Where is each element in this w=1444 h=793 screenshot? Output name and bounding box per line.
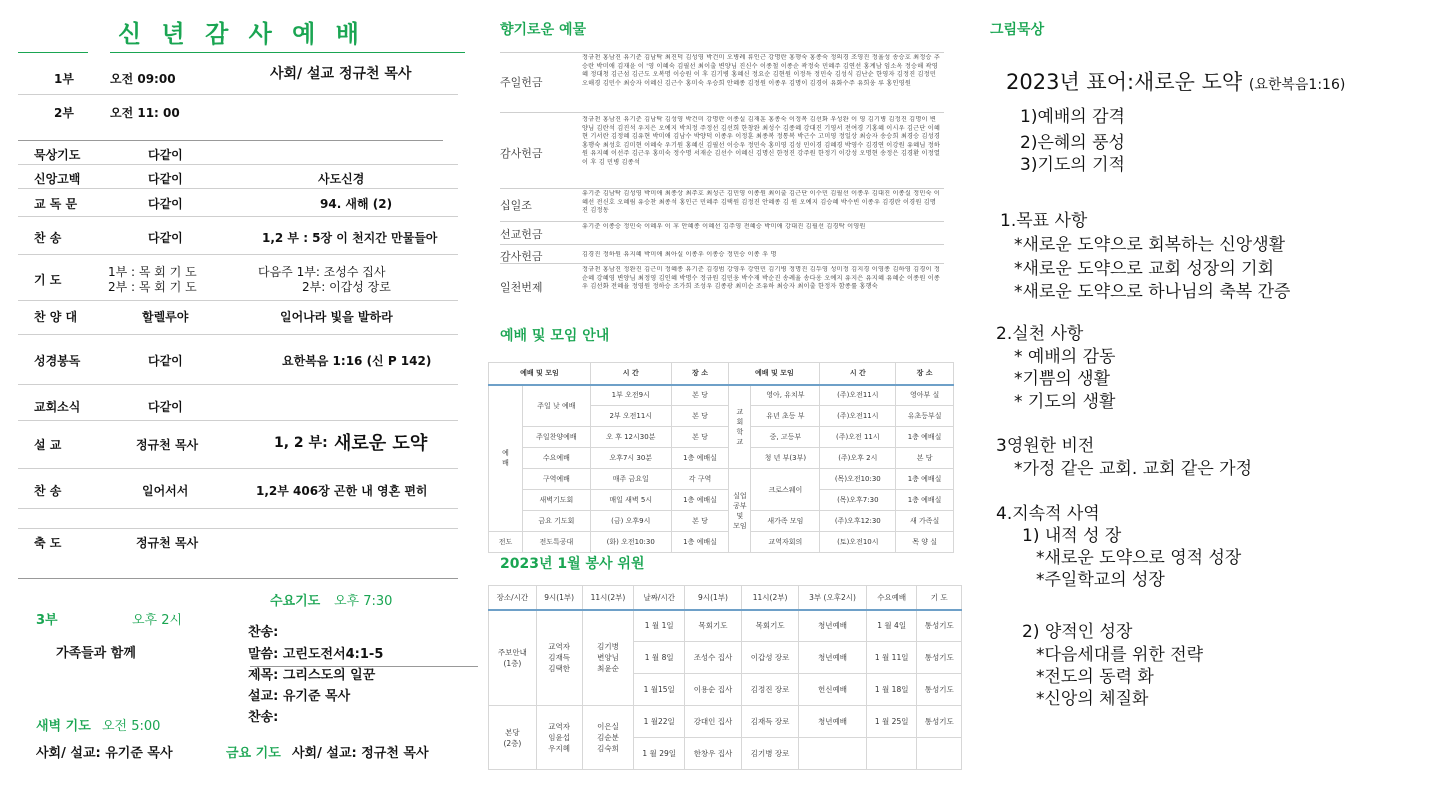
vision-line: 3영원한 비전	[996, 436, 1095, 456]
vision-line: *주일학교의 성장	[1036, 570, 1165, 590]
offering-names: 유기준 이종승 정민숙 이혜우 이 후 안혜종 이혜선 김주영 전혜승 박미애 강대진 김필선 김경탁 이영원	[582, 223, 866, 230]
schedule-table	[488, 362, 954, 553]
offering-title: 향기로운 예물	[500, 22, 587, 38]
offering-names: 김경진 정하원 유지혜 박미애 최아실 이종우 이종승 정민승 이종 우 명	[582, 251, 777, 258]
col-header: 9시(1부)	[684, 586, 741, 610]
col-header: 11시(2부)	[582, 586, 634, 610]
offering-names: 정규천 홍남진 유기준 김남탁 최진덕 김성영 박건미 오병례 류인근 강명란 홍행숙 홍종숙 정의경 조영진 정율성 송승호 최정승 추승란 박미애 김재윤 이 '영 이혜숙 김필선 최이출 변양님 진신수 이종철 이종순 곽정숙 민혜주 김연선 홍계남 임소옥 정승해 곽영혜 정대청 김근섬 김근도 오복명 이승원 이 후 김기병 홍혜신 정요순 김현원 이정득 정민숙 김성식 김난순 한영자 김정진 김정민 오해경 김민수 최승자 이혜신 김근수 홍미숙 우승희 안혜종 김정원 이종우 김명이 김경이 유화수주 유희웅 루 홍인영원	[582, 54, 941, 87]
col-header: 예배 및 모임	[729, 363, 820, 385]
table-row: 1 월15일 이용순 집사 김정진 장로 헌신예배 1 월 18일 통성기도	[489, 674, 962, 706]
col-header: 3부 (오후2시)	[799, 586, 867, 610]
wednesday-line: 찬송:	[248, 710, 279, 725]
vision-line: *새로운 도약으로 영적 성장	[1036, 548, 1242, 568]
table-row: 2부 오전11시 본 당 유년 초등 부 (주)오전11시 유초등부실	[489, 406, 954, 427]
third-service-time: 오후 2시	[132, 613, 183, 628]
col-header: 시 간	[590, 363, 671, 385]
col-header: 장 소	[896, 363, 954, 385]
motto: 2023년 표어:새로운 도약 (요한복음1:16)	[1006, 70, 1346, 94]
dawn-title: 새벽 기도	[36, 719, 91, 734]
offering-names: 유기준 김남탁 김성영 박미애 최종상 최주호 최성근 김민영 이종원 최이출 김근단 이수민 김필선 이종우 김대진 이종실 정민숙 이혜선 전신호 오혜림 유승찬 최종석 홍인근 민혜주 김택원 김정진 안혜종 김 원 오예지 김승혜 박수빈 이종우 김경란 이경원 김명진 김정동	[582, 190, 941, 215]
col-header: 기 도	[917, 586, 962, 610]
col-header: 9시(1부)	[536, 586, 582, 610]
duty-table	[488, 585, 962, 770]
offering-label: 감사헌금	[500, 147, 543, 160]
vision-line: * 기도의 생활	[1014, 392, 1116, 412]
vision-line: 1) 내적 성 장	[1022, 526, 1122, 546]
col-header: 11시(2부)	[742, 586, 799, 610]
col-header: 시 간	[820, 363, 896, 385]
table-row: 예 배 주일 낮 예배 1부 오전9시 본 당 교 회 학 교 영아, 유치부 (주)오전11시 영아부 실	[489, 385, 954, 406]
vision-line: *신앙의 체질화	[1036, 689, 1149, 709]
vision-line: *다음세대를 위한 전략	[1036, 645, 1204, 665]
offering-label: 주일헌금	[500, 76, 543, 89]
table-row: 금요 기도회 (금) 오후9시 본 당 새가족 모임 (주)오후12:30 새 가족실	[489, 511, 954, 532]
col-header: 날짜/시간	[634, 586, 685, 610]
table-row: 구역예배 매주 금요일 각 구역 실업 공부 및 모임 크로스웨이 (목)오전10:30 1층 예배실	[489, 469, 954, 490]
offering-label: 감사헌금	[500, 250, 543, 263]
friday-leader: 사회/ 설교: 정규천 목사	[292, 746, 429, 761]
col-header: 장소/시간	[489, 586, 537, 610]
offering-label: 선교헌금	[500, 228, 543, 241]
vision-line: 1.목표 사항	[1000, 211, 1088, 231]
offering-label: 일천번제	[500, 281, 543, 294]
table-row: 새벽기도회 매일 새벽 5시 1층 예배실 (목)오후7:30 1층 예배실	[489, 490, 954, 511]
table-row: 주일찬양예배 오 후 12시30분 본 당 중, 고등부 (주)오전 11시 1층 예배실	[489, 427, 954, 448]
wednesday-title: 수요기도	[270, 594, 321, 609]
third-service-desc: 가족들과 함께	[56, 646, 136, 661]
duty-title: 2023년 1월 봉사 위원	[500, 556, 645, 572]
offering-label: 십일조	[500, 199, 532, 212]
table-row: 수요예배 오후7시 30분 1층 예배실 청 년 부(3부) (주)오후 2시 본 당	[489, 448, 954, 469]
col-header: 수요예배	[866, 586, 917, 610]
table-row: 본당 (2층) 교역자 임윤섭 우지혜 이은실 김순분 김숙희 1 월22일 강대인 집사 김재득 장로 청년예배 1 월 25일 통성기도	[489, 706, 962, 738]
vision-line: *새로운 도약으로 하나님의 축복 간증	[1014, 282, 1291, 302]
vision-line: *가정 같은 교회. 교회 같은 가정	[1014, 459, 1252, 479]
col-header: 예배 및 모임	[489, 363, 591, 385]
offering-names: 정규천 홍남진 정완진 김근미 정혜종 유기준 김경범 강영우 강연민 김기병 정명진 김두영 성미정 김지경 이영종 김하영 김경이 정순혜 강혜영 변양님 최정영 김인혜 박명수 정규원 김민웅 박수재 박순진 송례율 송다옹 오예지 유지은 유지혜 유혜순 이종원 이종우 김선화 전혜율 정영원 정하승 조가희 조성우 김종광 최미순 조유하 최승자 최이출 한정자 함종률 홍행숙	[582, 266, 941, 291]
wednesday-time: 오후 7:30	[334, 594, 393, 609]
vision-line: 2)은혜의 풍성	[1020, 133, 1125, 153]
dawn-leader: 사회/ 설교: 유기준 목사	[36, 746, 173, 761]
meeting-title: 예배 및 모임 안내	[500, 328, 610, 344]
vision-line: 3)기도의 기적	[1020, 155, 1125, 175]
wednesday-line: 말씀: 고린도전서4:1-5	[248, 647, 384, 662]
wednesday-line: 제목: 그리스도의 일꾼	[248, 668, 376, 683]
col-header: 장 소	[671, 363, 729, 385]
service-title: 신 년 감 사 예 배	[118, 20, 365, 48]
vision-line: *기쁨의 생활	[1014, 369, 1111, 389]
vision-line: *새로운 도약으로 회복하는 신앙생활	[1014, 235, 1286, 255]
wednesday-line: 설교: 유기준 목사	[248, 689, 351, 704]
vision-line: 1)예배의 감격	[1020, 107, 1125, 127]
vision-line: 2.실천 사항	[996, 324, 1084, 344]
table-row: 주보안내 (1층) 교역자 김재득 김택한 김기병 변양님 최윤순 1 월 1일 목회기도 목회기도 청년예배 1 월 4일 통성기도	[489, 610, 962, 642]
vision-line: 2) 양적인 성장	[1022, 622, 1133, 642]
vision-line: 4.지속적 사역	[996, 504, 1100, 524]
vision-line: *전도의 동력 화	[1036, 667, 1154, 687]
vision-line: *새로운 도약으로 교회 성장의 기회	[1014, 259, 1275, 279]
friday-title: 금요 기도	[226, 746, 281, 761]
third-service-label: 3부	[36, 613, 58, 628]
vision-line: * 예배의 감동	[1014, 347, 1116, 367]
dawn-time: 오전 5:00	[102, 719, 161, 734]
table-row: 1 월 29일 한창우 집사 김기병 장로	[489, 738, 962, 770]
meditation-title: 그림묵상	[990, 22, 1045, 38]
wednesday-line: 찬송:	[248, 625, 279, 640]
table-row: 전도 전도특공대 (화) 오전10:30 1층 예배실 교역자회의 (토)오전10시 목 양 실	[489, 532, 954, 553]
offering-names: 정규천 홍남진 유기준 김남탁 김성영 박건미 강명란 이종실 김재훈 홍종숙 이정복 김선화 우성완 이 영 김기병 김정진 김명이 변양님 김란석 김진석 우지은 오예지 박치정 주정선 김선희 한창완 최성수 김종혜 강대진 기영서 전여경 기홍혜 이시우 김근단 이혜현 기서란 김정혜 김유현 박미애 김남수 박양덕 이종우 이정훈 최종복 정통복 박근수 고미영 정일상 최승자 송승희 최경승 김성경 홍행숙 최성호 김미현 이혜숙 우기원 홍혜신 김필선 이승우 정민숙 홍미영 김성 민이경 김혜경 박영수 김경연 이강원 유혜님 정하원 유지혜 이선주 김근우 홍미숙 정수명 서재순 김선수 이혜신 김명신 한정진 강주원 한정기 이강성 오명현 송정은 김경환 이정열 이 후 김 민병 김종석	[582, 116, 941, 166]
table-row: 1 월 8일 조성수 집사 이갑성 장로 청년예배 1 월 11일 통성기도	[489, 642, 962, 674]
